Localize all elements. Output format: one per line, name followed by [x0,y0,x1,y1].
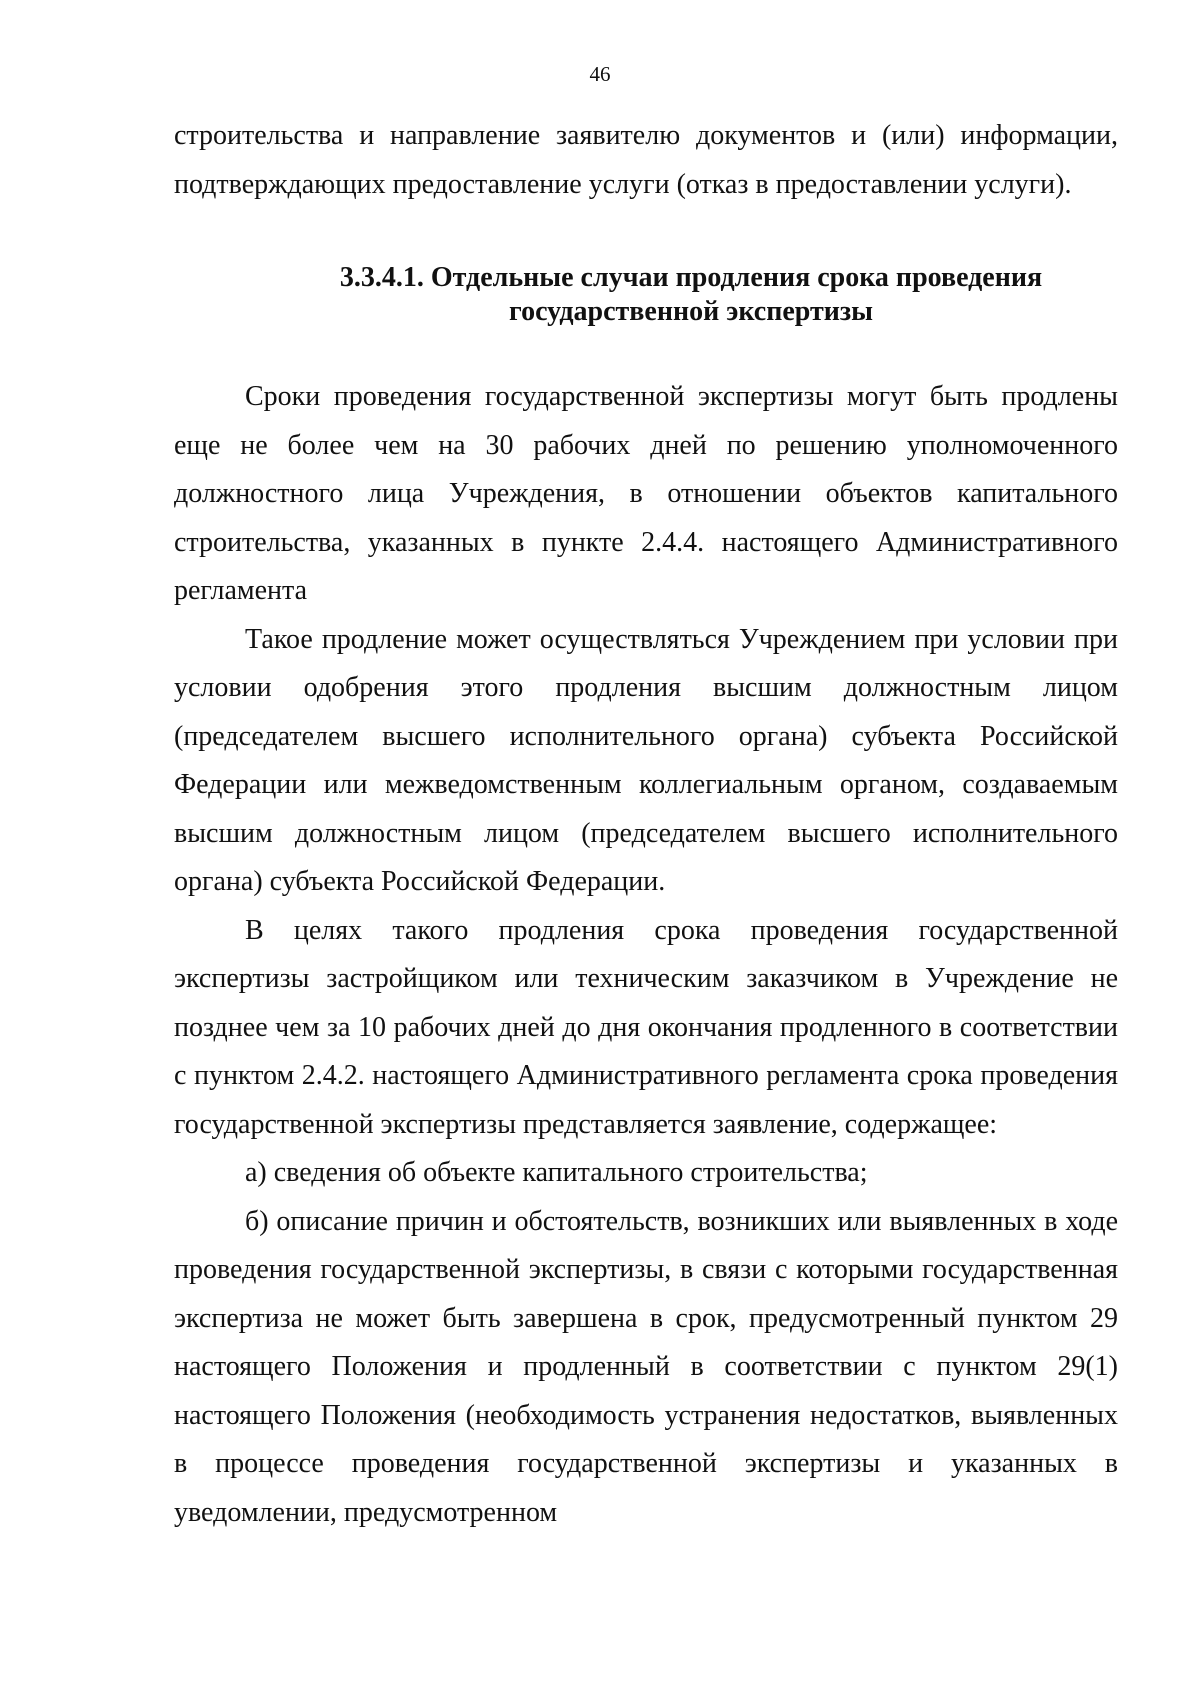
page-number: 46 [589,62,611,86]
list-item-b: б) описание причин и обстоятельств, возникших или выявленных в ходе проведения государственной экспертизы, в связи с которыми государственная экспертиза не может быть завершена в срок, предусмотренный пунктом 29 настоящего Положения и продленный в соответствии с пунктом 29(1) настоящего Положения (необходимость устранения недостатков, выявленных в процессе проведения государственной экспертизы и указанных в уведомлении, предусмотренном [174,1205,1118,1528]
paragraph-extension-application: В целях такого продления срока проведения государственной экспертизы застройщиком или техническим заказчиком в Учреждение не позднее чем за 10 рабочих дней до дня окончания продленного в соответствии с пунктом 2.4.2. настоящего Административного регламента срока проведения государственной экспертизы представляется заявление, содержащее: [174,914,1118,1140]
document-body [174,112,1118,1537]
section-heading-line-1: 3.3.4.1. Отдельные случаи продления срока проведения [339,262,1043,293]
list-item-a: а) сведения об объекте капитального строительства; [245,1157,868,1188]
section-heading [174,261,1118,329]
section-heading-line-2: государственной экспертизы [509,296,873,327]
paragraph-extension-terms: Сроки проведения государственной экспертизы могут быть продлены еще не более чем на 30 рабочих дней по решению уполномоченного должностного лица Учреждения, в отношении объектов капитального строительства, указанных в пункте 2.4.4. настоящего Административного регламента [174,381,1118,606]
paragraph-extension-approval: Такое продление может осуществляться Учреждением при условии при условии одобрения этого продления высшим должностным лицом (председателем высшего исполнительного органа) субъекта Российской Федерации или межведомственным коллегиальным органом, создаваемым высшим должностным лицом (председателем высшего исполнительного органа) субъекта Российской Федерации. [174,623,1118,897]
intro-paragraph: строительства и направление заявителю документов и (или) информации, подтверждающих предоставление услуги (отказ в предоставлении услуги). [174,120,1118,200]
